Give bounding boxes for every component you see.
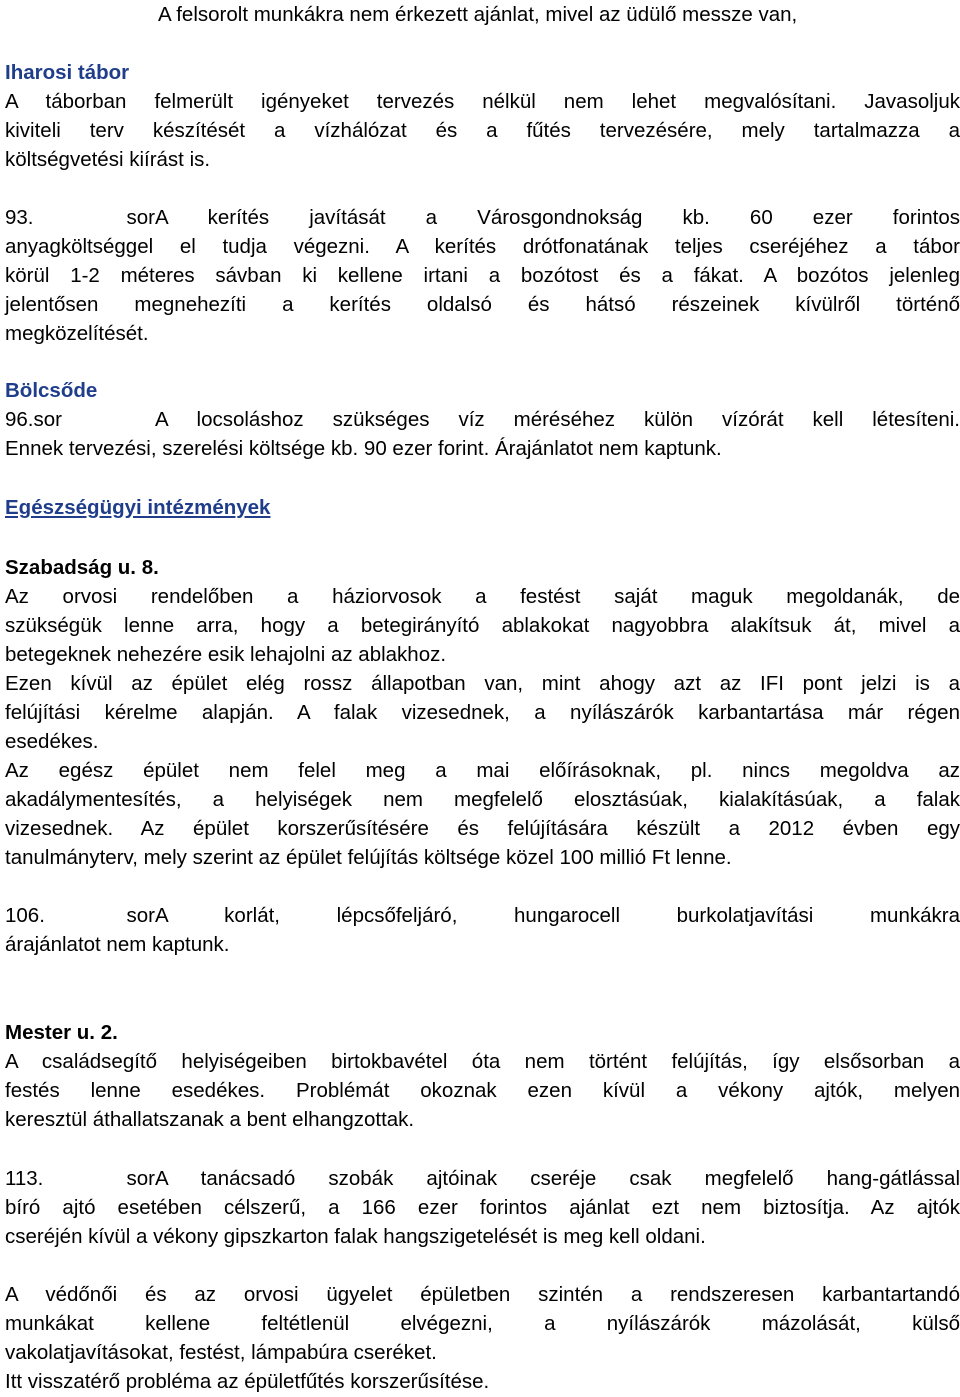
closing-section bbox=[5, 1280, 960, 1396]
szabadsag-line: akadálymentesítés, a helyiségek nem megfelelő elosztásúak, kialakításúak, a falak bbox=[5, 788, 960, 811]
mester-section bbox=[5, 1018, 960, 1134]
szabadsag-line: vizesednek. Az épület korszerűsítésére és felújítására készült a 2012 évben egy bbox=[5, 817, 960, 840]
iharos-section bbox=[5, 58, 960, 174]
szabadsag-line: betegeknek nehezére esik lehajolni az ablakhoz. bbox=[5, 643, 447, 666]
row93-first-line: 93. sorA kerítés javítását a Városgondnokság kb. 60 ezer forintos bbox=[5, 203, 960, 232]
mester-line: keresztül áthallatszanak a bent elhangzottak. bbox=[5, 1108, 415, 1131]
closing-line: munkákat kellene feltétlenül elvégezni, a nyílászárók mázolását, külső bbox=[5, 1312, 960, 1335]
row113-line: cseréjén kívül a vékony gipszkarton falak hangszigetelését is meg kell oldani. bbox=[5, 1225, 706, 1248]
closing-line: vakolatjavításokat, festést, lámpabúra cseréket. bbox=[5, 1341, 437, 1364]
row113-label: 113. sor bbox=[5, 1167, 155, 1190]
closing-line: Itt visszatérő probléma az épületfűtés korszerűsítése. bbox=[5, 1370, 490, 1393]
bolcsode-heading: Bölcsőde bbox=[5, 379, 98, 402]
row93-line: jelentősen megnehezíti a kerítés oldalsó és hátsó részeinek kívülről történő bbox=[5, 293, 960, 316]
iharos-line: kiviteli terv készítését a vízhálózat és a fűtés tervezésére, mely tartalmazza a bbox=[5, 119, 960, 142]
szabadsag-line: Ezen kívül az épület elég rossz állapotban van, mint ahogy azt az IFI pont jelzi is a bbox=[5, 672, 960, 695]
mester-heading: Mester u. 2. bbox=[5, 1021, 118, 1044]
iharos-line: A táborban felmerült igényeket tervezés nélkül nem lehet megvalósítani. Javasoljuk bbox=[5, 90, 960, 113]
bolcsode-line: Ennek tervezési, szerelési költsége kb. 90 ezer forint. Árajánlatot nem kaptunk. bbox=[5, 437, 722, 460]
szabadsag-heading: Szabadság u. 8. bbox=[5, 556, 159, 579]
szabadsag-line: Az orvosi rendelőben a háziorvosok a festést saját maguk megoldanák, de bbox=[5, 585, 960, 608]
row93-section bbox=[5, 203, 960, 348]
szabadsag-section bbox=[5, 553, 960, 872]
egeszseg-heading: Egészségügyi intézmények bbox=[5, 496, 271, 519]
bolcsode-label: 96.sor bbox=[5, 408, 62, 431]
row106-label: 106. sor bbox=[5, 904, 155, 927]
row93-label: 93. sor bbox=[5, 206, 155, 229]
row106-first-line: 106. sorA korlát, lépcsőfeljáró, hungarocell burkolatjavítási munkákra bbox=[5, 901, 960, 930]
mester-line: festés lenne esedékes. Problémát okoznak ezen kívül a vékony ajtók, melyen bbox=[5, 1079, 960, 1102]
row113-section bbox=[5, 1164, 960, 1251]
iharos-line: költségvetési kiírást is. bbox=[5, 148, 211, 171]
row93-line: körül 1-2 méteres sávban ki kellene irtani a bozótost és a fákat. A bozótos jelenleg bbox=[5, 264, 960, 287]
intro-line: A felsorolt munkákra nem érkezett ajánlat, mivel az üdülő messze van, bbox=[158, 3, 798, 26]
szabadsag-line: szükségük lenne arra, hogy a betegirányító ablakokat nagyobbra alakítsuk át, mivel a bbox=[5, 614, 960, 637]
row93-line: anyagköltséggel el tudja végezni. A kerítés drótfonatának teljes cseréjéhez a tábor bbox=[5, 235, 960, 258]
szabadsag-line: Az egész épület nem felel meg a mai előírásoknak, pl. nincs megoldva az bbox=[5, 759, 960, 782]
iharos-heading: Iharosi tábor bbox=[5, 61, 130, 84]
bolcsode-section bbox=[5, 376, 960, 463]
egeszseg-section bbox=[5, 493, 960, 522]
row113-first-line: 113. sorA tanácsadó szobák ajtóinak cseréje csak megfelelő hang-gátlással bbox=[5, 1164, 960, 1193]
szabadsag-line: esedékes. bbox=[5, 730, 99, 753]
row113-line: bíró ajtó esetében célszerű, a 166 ezer forintos ajánlat ezt nem biztosítja. Az ajtók bbox=[5, 1196, 960, 1219]
bolcsode-first-line: 96.sor A locsoláshoz szükséges víz méréséhez külön vízórát kell létesíteni. bbox=[5, 405, 960, 434]
row93-line: megközelítését. bbox=[5, 322, 149, 345]
row106-section bbox=[5, 901, 960, 959]
szabadsag-line: felújítási kérelme alapján. A falak vizesednek, a nyílászárók karbantartása már régen bbox=[5, 701, 960, 724]
closing-line: A védőnői és az orvosi ügyelet épületben szintén a rendszeresen karbantartandó bbox=[5, 1283, 960, 1306]
szabadsag-line: tanulmányterv, mely szerint az épület felújítás költsége közel 100 millió Ft lenne. bbox=[5, 846, 732, 869]
row106-line: árajánlatot nem kaptunk. bbox=[5, 933, 230, 956]
mester-line: A családsegítő helyiségeiben birtokbavétel óta nem történt felújítás, így elsősorban a bbox=[5, 1050, 960, 1073]
